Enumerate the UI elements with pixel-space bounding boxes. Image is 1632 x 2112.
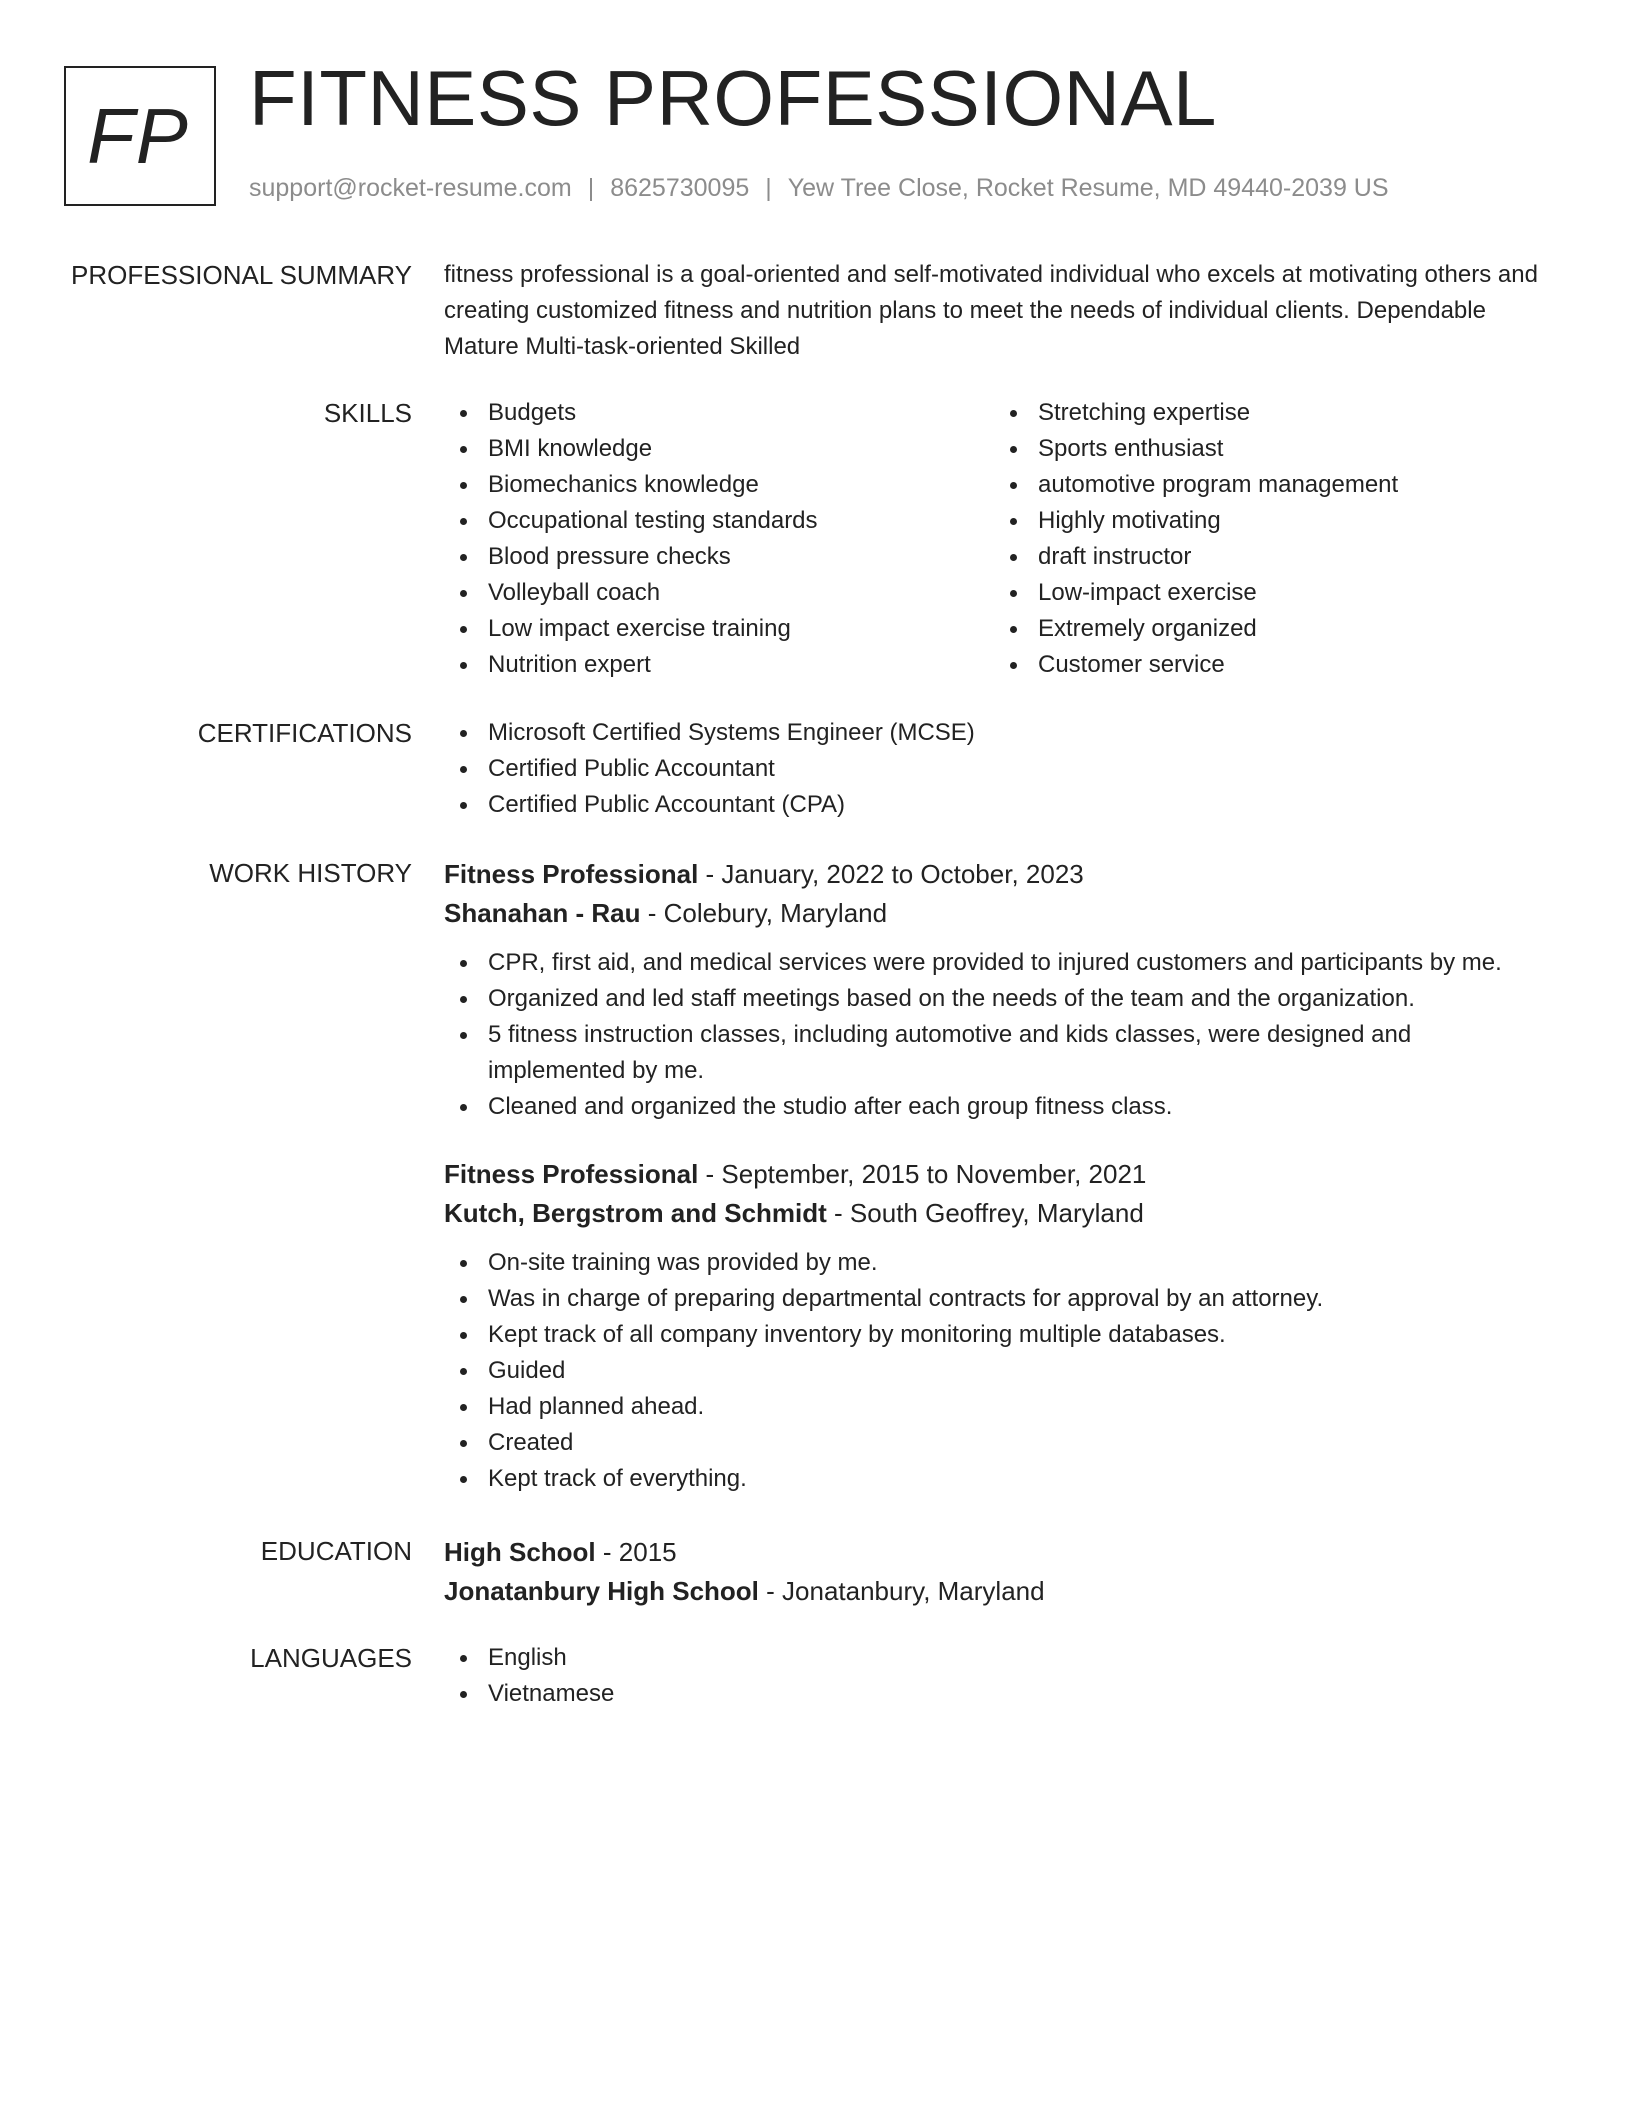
contact-separator: | <box>765 174 772 202</box>
skill-item: Nutrition expert <box>488 647 994 683</box>
job-entry <box>444 855 1544 1125</box>
certification-item: Certified Public Accountant <box>488 751 1544 787</box>
education-location: - Jonatanbury, Maryland <box>758 1576 1045 1606</box>
certification-item: Microsoft Certified Systems Engineer (MCSE) <box>488 715 1544 751</box>
skill-item: Blood pressure checks <box>488 539 994 575</box>
education-degree-line <box>444 1533 1544 1572</box>
job-location: - Colebury, Maryland <box>640 898 888 928</box>
education-school-line <box>444 1572 1544 1611</box>
work-history-body <box>444 855 1544 1497</box>
job-company-line <box>444 894 1544 933</box>
skill-item: Volleyball coach <box>488 575 994 611</box>
skill-item: Extremely organized <box>1038 611 1544 647</box>
contact-address: Yew Tree Close, Rocket Resume, MD 49440-2039 US <box>787 174 1389 202</box>
job-dates: - January, 2022 to October, 2023 <box>698 859 1084 889</box>
skills-list-left <box>444 395 994 683</box>
job-duty: Was in charge of preparing departmental contracts for approval by an attorney. <box>488 1281 1544 1317</box>
section-label-summary: PROFESSIONAL SUMMARY <box>71 260 412 290</box>
monogram-initials: FP <box>87 91 189 180</box>
languages-list <box>444 1640 1544 1712</box>
skills-list-right <box>994 395 1544 683</box>
job-duty: CPR, first aid, and medical services were provided to injured customers and participants by me. <box>488 945 1544 981</box>
education-year: - 2015 <box>595 1537 677 1567</box>
certifications-body <box>444 715 1544 823</box>
section-label-skills: SKILLS <box>323 398 412 428</box>
job-duty: 5 fitness instruction classes, including automotive and kids classes, were designed and implemented by me. <box>488 1017 1544 1089</box>
section-label-certifications: CERTIFICATIONS <box>197 718 412 748</box>
language-item: English <box>488 1640 1544 1676</box>
summary-text: fitness professional is a goal-oriented and self-motivated individual who excels at motivating others and creating customized fitness and nutrition plans to meet the needs of individual clients. Dependable Mature Multi-task-oriented Skilled <box>444 261 1538 360</box>
job-duty: Kept track of everything. <box>488 1461 1544 1497</box>
skill-item: draft instructor <box>1038 539 1544 575</box>
skill-item: Highly motivating <box>1038 503 1544 539</box>
job-duty: Had planned ahead. <box>488 1389 1544 1425</box>
job-title: Fitness Professional <box>444 859 699 889</box>
skill-item: automotive program management <box>1038 467 1544 503</box>
section-label-languages: LANGUAGES <box>250 1643 412 1673</box>
job-title-line <box>444 855 1544 894</box>
job-duties-list <box>444 945 1544 1125</box>
monogram-box <box>64 66 216 206</box>
skill-item: Budgets <box>488 395 994 431</box>
skill-item: Stretching expertise <box>1038 395 1544 431</box>
skill-item: Low-impact exercise <box>1038 575 1544 611</box>
job-duty: Kept track of all company inventory by monitoring multiple databases. <box>488 1317 1544 1353</box>
job-duties-list <box>444 1245 1544 1497</box>
job-title: Fitness Professional <box>444 1159 699 1189</box>
skills-grid <box>444 395 1544 683</box>
education-school: Jonatanbury High School <box>444 1576 759 1606</box>
job-location: - South Geoffrey, Maryland <box>826 1198 1144 1228</box>
job-entry <box>444 1155 1544 1497</box>
languages-body <box>444 1640 1544 1712</box>
job-dates: - September, 2015 to November, 2021 <box>698 1159 1147 1189</box>
job-duty: Cleaned and organized the studio after each group fitness class. <box>488 1089 1544 1125</box>
skills-body <box>444 395 1544 683</box>
certification-item: Certified Public Accountant (CPA) <box>488 787 1544 823</box>
job-company-line <box>444 1194 1544 1233</box>
section-label-work-history: WORK HISTORY <box>209 858 412 888</box>
skill-item: Customer service <box>1038 647 1544 683</box>
page-title: FITNESS PROFESSIONAL <box>249 54 1217 142</box>
job-duty: Guided <box>488 1353 1544 1389</box>
education-degree: High School <box>444 1537 596 1567</box>
contact-phone: 8625730095 <box>610 174 750 202</box>
section-label-education: EDUCATION <box>260 1536 412 1566</box>
job-duty: Organized and led staff meetings based on the needs of the team and the organization. <box>488 981 1544 1017</box>
skill-item: BMI knowledge <box>488 431 994 467</box>
skill-item: Biomechanics knowledge <box>488 467 994 503</box>
job-duty: Created <box>488 1425 1544 1461</box>
skill-item: Low impact exercise training <box>488 611 994 647</box>
skill-item: Sports enthusiast <box>1038 431 1544 467</box>
contact-line <box>249 174 1389 203</box>
language-item: Vietnamese <box>488 1676 1544 1712</box>
contact-email: support@rocket-resume.com <box>249 174 572 202</box>
job-company: Shanahan - Rau <box>444 898 641 928</box>
certifications-list <box>444 715 1544 823</box>
job-company: Kutch, Bergstrom and Schmidt <box>444 1198 827 1228</box>
skill-item: Occupational testing standards <box>488 503 994 539</box>
job-title-line <box>444 1155 1544 1194</box>
contact-separator: | <box>587 174 595 202</box>
job-duty: On-site training was provided by me. <box>488 1245 1544 1281</box>
education-body <box>444 1533 1544 1611</box>
